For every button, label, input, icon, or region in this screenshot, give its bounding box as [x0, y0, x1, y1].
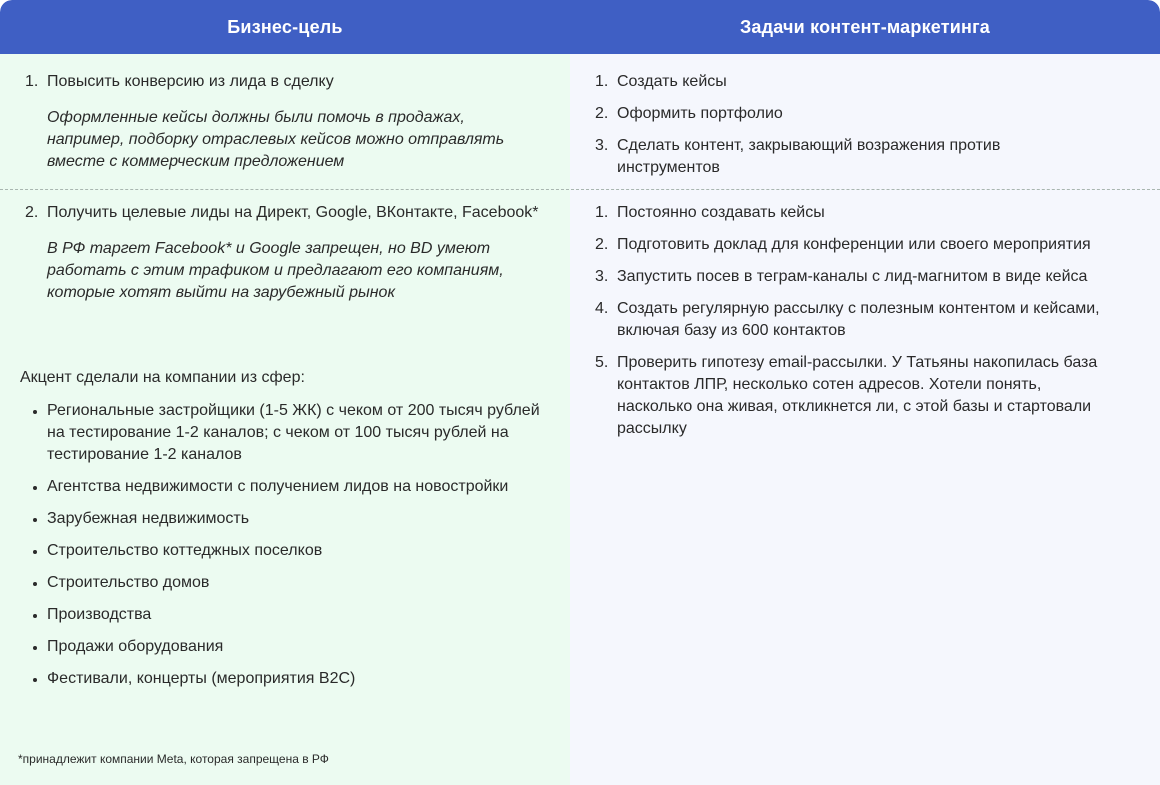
task-item	[590, 71, 1090, 93]
bullet-icon	[33, 410, 37, 414]
accent-item	[20, 636, 540, 658]
accent-item-text: Производства	[47, 606, 152, 623]
item-number: 3.	[595, 137, 609, 154]
row2-goal-cell	[20, 202, 540, 304]
accent-item-text: Агентства недвижимости с получением лидов на новостройки	[47, 478, 509, 495]
bullet-icon	[33, 550, 37, 554]
item-number: 2.	[595, 105, 609, 122]
goal-note: Оформленные кейсы должны были помочь в продажах, например, подборку отраслевых кейсов можно отправлять вместе с коммерческим предложением	[47, 109, 505, 170]
task-item	[590, 266, 1110, 288]
task-text: Сделать контент, закрывающий возражения против инструментов	[617, 137, 1001, 176]
accent-block	[20, 367, 540, 700]
accent-item-text: Продажи оборудования	[47, 638, 224, 655]
task-item	[590, 103, 1090, 125]
task-text: Создать регулярную рассылку с полезным контентом и кейсами, включая базу из 600 контактов	[617, 300, 1100, 339]
accent-item-text: Региональные застройщики (1-5 ЖК) с чеком от 200 тысяч рублей на тестирование 1-2 каналов; с чеком от 100 тысяч рублей на тестирование 1-2 каналов	[47, 402, 540, 463]
item-number: 1.	[595, 73, 609, 90]
task-item	[590, 234, 1110, 256]
header-content-tasks: Задачи контент-маркетинга	[739, 16, 991, 37]
task-item	[590, 135, 1090, 179]
accent-item	[20, 540, 540, 562]
goal-note: В РФ таргет Facebook* и Google запрещен, но BD умеют работать с этим трафиком и предлагают его компаниям, которые хотят выйти на зарубежный рынок	[47, 240, 504, 301]
bullet-icon	[33, 518, 37, 522]
accent-item	[20, 476, 540, 498]
task-item	[590, 202, 1110, 224]
accent-item	[20, 668, 540, 690]
accent-item	[20, 400, 540, 466]
item-number: 1.	[25, 73, 39, 90]
accent-item	[20, 508, 540, 530]
accent-item	[20, 604, 540, 626]
task-item	[590, 298, 1110, 342]
accent-item-text: Строительство коттеджных поселков	[47, 542, 323, 559]
footnote: *принадлежит компании Meta, которая запрещена в РФ	[18, 752, 329, 766]
task-text: Создать кейсы	[617, 73, 727, 90]
task-text: Оформить портфолио	[617, 105, 783, 122]
bullet-icon	[33, 646, 37, 650]
task-text: Постоянно создавать кейсы	[617, 204, 825, 221]
bullet-icon	[33, 678, 37, 682]
task-text: Подготовить доклад для конференции или своего мероприятия	[617, 236, 1091, 253]
accent-item	[20, 572, 540, 594]
header-business-goal: Бизнес-цель	[227, 16, 343, 37]
list-item	[20, 71, 540, 93]
goal-text: Получить целевые лиды на Директ, Google, ВКонтакте, Facebook*	[47, 204, 539, 221]
row1-goal-cell	[20, 71, 540, 173]
task-text: Проверить гипотезу email-рассылки. У Татьяны накопилась база контактов ЛПР, несколько сотен адресов. Хотели понять, насколько она живая, откликнется ли, с этой базы и стартовали рассылку	[617, 354, 1098, 437]
row-divider	[0, 189, 1160, 190]
bullet-icon	[33, 486, 37, 490]
item-number: 4.	[595, 300, 609, 317]
goal-text: Повысить конверсию из лида в сделку	[47, 73, 334, 90]
item-number: 2.	[25, 204, 39, 221]
item-number: 1.	[595, 204, 609, 221]
accent-item-text: Строительство домов	[47, 574, 210, 591]
accent-title: Акцент сделали на компании из сфер:	[20, 369, 305, 386]
task-text: Запустить посев в теграм-каналы с лид-магнитом в виде кейса	[617, 268, 1088, 285]
bullet-icon	[33, 582, 37, 586]
row2-tasks-cell	[590, 202, 1110, 450]
list-item	[20, 202, 540, 224]
item-number: 2.	[595, 236, 609, 253]
bullet-icon	[33, 614, 37, 618]
table-header	[0, 0, 1160, 54]
accent-item-text: Зарубежная недвижимость	[47, 510, 250, 527]
task-item	[590, 352, 1110, 440]
row1-tasks-cell	[590, 71, 1090, 189]
item-number: 5.	[595, 354, 609, 371]
item-number: 3.	[595, 268, 609, 285]
accent-item-text: Фестивали, концерты (мероприятия B2C)	[47, 670, 356, 687]
